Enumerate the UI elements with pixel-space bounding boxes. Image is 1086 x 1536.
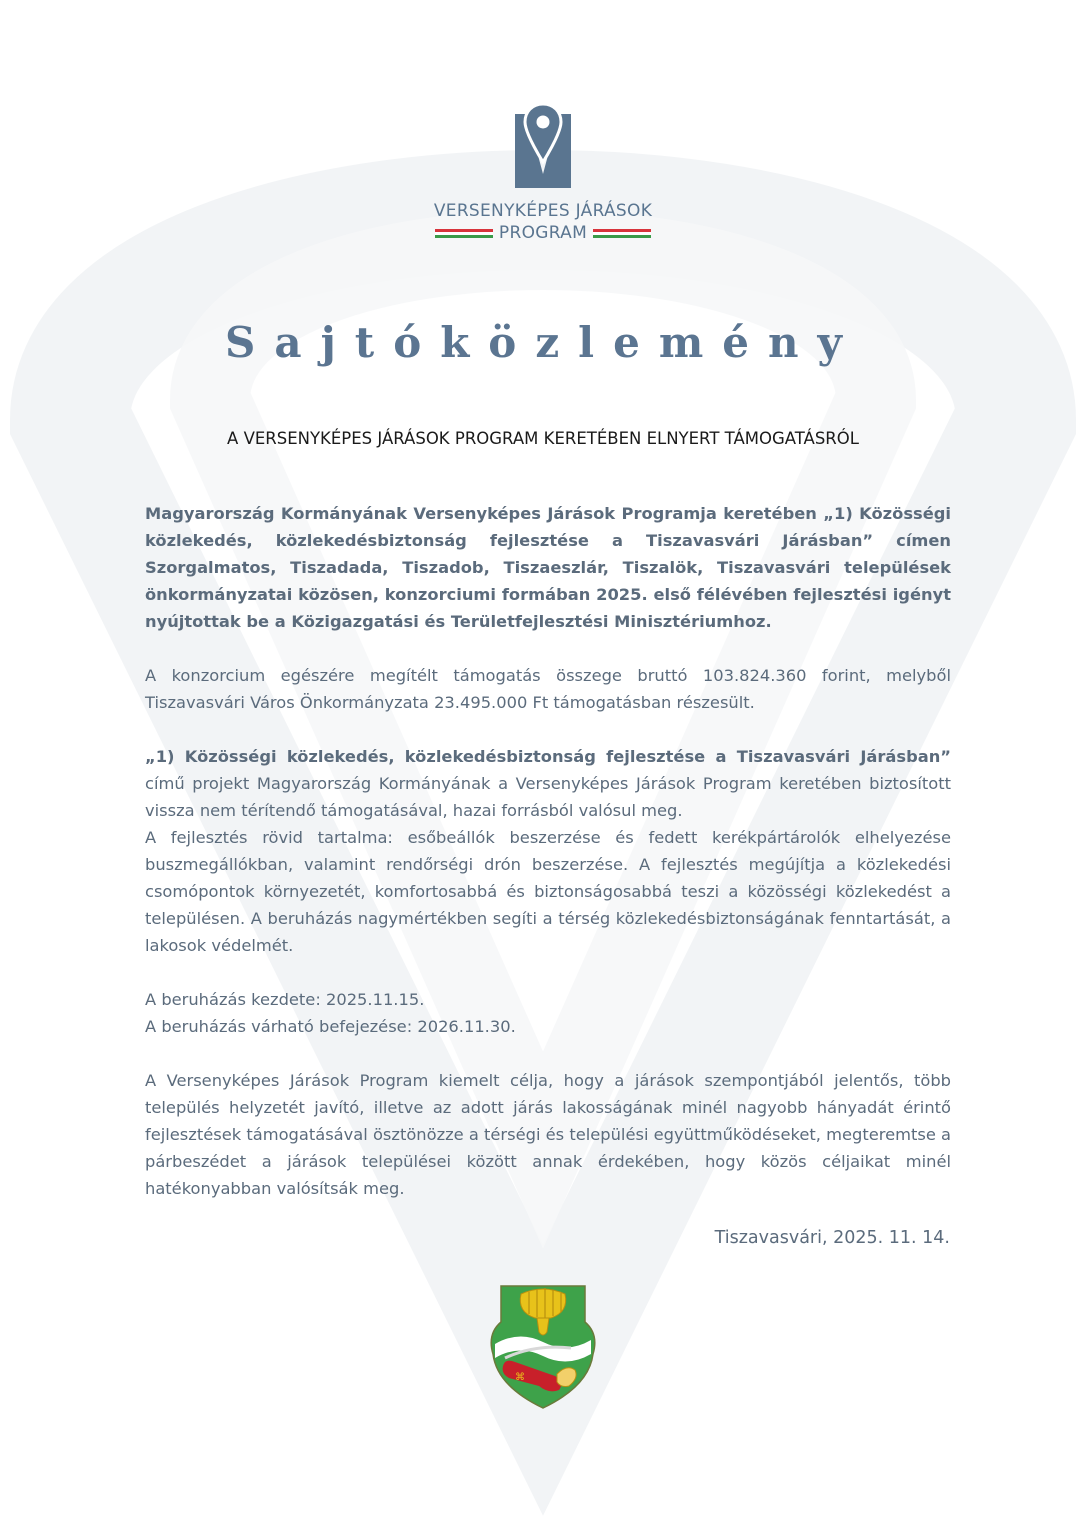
map-pin-v-icon [507,100,579,192]
page-title: Sajtóközlemény [225,318,861,367]
program-logo [0,100,1086,244]
flag-stripe-left [435,229,493,238]
funding-paragraph: A konzorcium egészére megítélt támogatás összege bruttó 103.824.360 forint, melyből Tiszavasvári Város Önkormányzata 23.495.000 Ft támogatásban részesült. [145,666,951,712]
content-summary-paragraph: A fejlesztés rövid tartalma: esőbeállók beszerzése és fedett kerékpártárolók elhelyezése buszmegállókban, valamint rendőrségi drón beszerzése. A fejlesztés megújítja a közlekedési csomópontok környezetét, komfortosabbá és biztonságosabbá teszi a közösségi közlekedést a településen. A beruházás nagymértékben segíti a térség közlekedésbiztonságának fenntartását, a lakosok védelmét. [145,828,951,955]
intro-paragraph: Magyarország Kormányának Versenyképes Járások Programja keretében „1) Közösségi közlekedés, közlekedésbiztonság fejlesztése a Tiszavasvári Járásban” címen Szorgalmatos, Tiszadada, Tiszadob, Tiszaeszlár, Tiszalök, Tiszavasvári települések önkormányzatai közösen, konzorciumi formában 2025. első félévében fejlesztési igényt nyújtottak be a Közigazgatási és Területfejlesztési Minisztériumhoz. [145,504,951,631]
city-coat-of-arms-icon [485,1282,601,1412]
project-description: című projekt Magyarország Kormányának a Versenyképes Járások Program keretében biztosított vissza nem térítendő támogatásával, hazai forrásból valósul meg. [145,774,951,820]
project-paragraph [145,743,951,824]
start-date-line: A beruházás kezdete: 2025.11.15. [145,990,425,1009]
place-and-date: Tiszavasvári, 2025. 11. 14. [714,1228,950,1248]
svg-text:⌘: ⌘ [515,1372,525,1383]
logo-title-line2: PROGRAM [498,223,588,243]
press-release-body [145,500,951,1202]
program-goal-paragraph: A Versenyképes Járások Program kiemelt célja, hogy a járások szempontjából jelentős, több település helyzetét javító, illetve az adott járás lakosságának minél nagyobb hányadát érintő fejlesztések támogatásával ösztönözze a térségi és települési együttműködéseket, megteremtse a párbeszédet a járások települései között annak érdekében, hogy közös céljaikat minél hatékonyabban valósítsák meg. [145,1071,952,1198]
document-subtitle: A VERSENYKÉPES JÁRÁSOK PROGRAM KERETÉBEN ELNYERT TÁMOGATÁSRÓL [227,429,859,448]
flag-stripe-right [593,229,651,238]
logo-title-line1: VERSENYKÉPES JÁRÁSOK [433,201,653,221]
project-title: „1) Közösségi közlekedés, közlekedésbiztonság fejlesztése a Tiszavasvári Járásban” [145,747,951,766]
end-date-line: A beruházás várható befejezése: 2026.11.30. [145,1017,516,1036]
